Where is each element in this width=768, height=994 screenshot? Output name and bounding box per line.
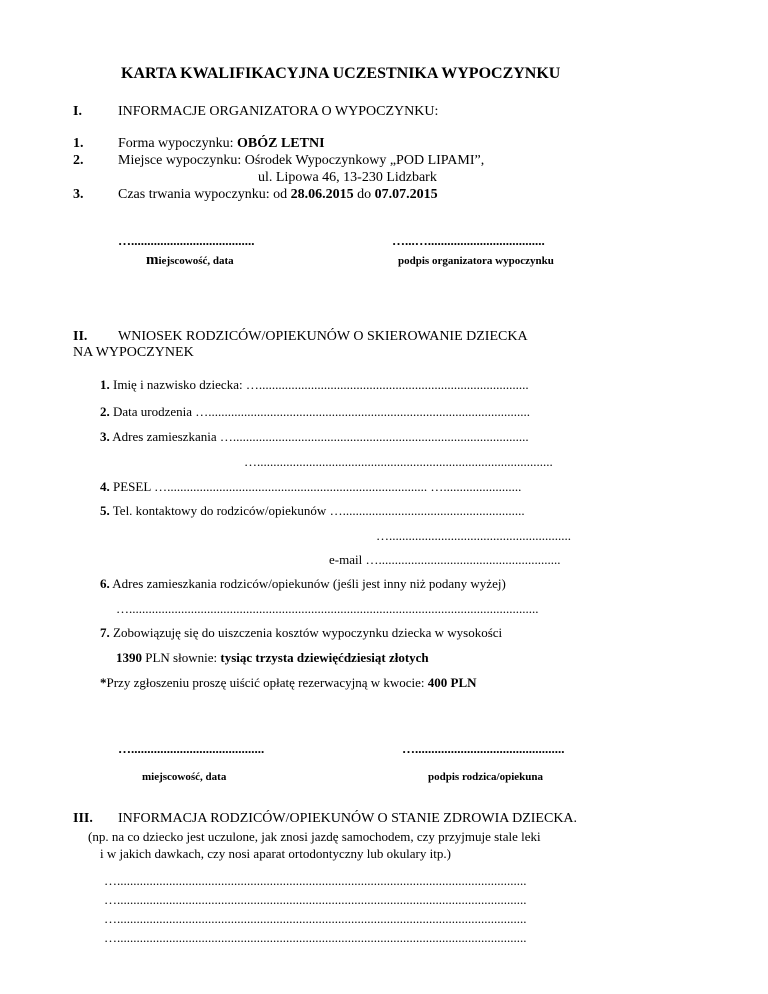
- cost-amount-rest: PLN słownie:: [142, 650, 221, 665]
- field-parent-address-dots: …..............................................................................................................................: [116, 601, 539, 616]
- reservation-note-star: *: [100, 675, 107, 690]
- field-address-line2-dots: …...........................................................................................: [244, 454, 553, 469]
- item-3-to-word: do: [357, 187, 372, 202]
- field-4-dots: …................................................................................ …........................: [154, 479, 522, 494]
- field-email-label: e-mail: [329, 552, 366, 567]
- field-email: [329, 552, 560, 568]
- section-1-sig-left-label-initial: m: [146, 252, 159, 268]
- reservation-note-amount: 400 PLN: [427, 675, 477, 690]
- field-5-dots: …........................................................: [329, 503, 525, 518]
- item-1-number: 1.: [73, 136, 84, 151]
- item-1: [118, 136, 325, 152]
- field-2-label: Data urodzenia: [113, 404, 196, 419]
- section-2-heading-line2: NA WYPOCZYNEK: [73, 345, 194, 360]
- field-1-number: 1.: [100, 377, 110, 392]
- section-3-number: III.: [73, 811, 93, 826]
- field-parent-phone-line2-dots: …........................................................: [376, 528, 571, 543]
- section-3-heading: INFORMACJA RODZICÓW/OPIEKUNÓW O STANIE ZDROWIA DZIECKA.: [118, 811, 578, 826]
- item-2-value-line2: ul. Lipowa 46, 13-230 Lidzbark: [258, 170, 437, 185]
- field-5-label: Tel. kontaktowy do rodziców/opiekunów: [112, 503, 330, 518]
- section-1-sig-left-label-rest: iejscowość, data: [158, 255, 234, 267]
- field-pesel: [100, 479, 521, 495]
- field-4-number: 4.: [100, 479, 110, 494]
- section-2-sig-right-dots: …..............................................: [402, 741, 565, 756]
- field-address: [100, 429, 529, 445]
- item-2-label: Miejsce wypoczynku:: [118, 153, 242, 168]
- field-cost-commitment: [100, 625, 502, 641]
- section-1-number: I.: [73, 104, 82, 119]
- health-info-line: …..............................................................................................................................: [104, 892, 527, 907]
- section-2-sig-right-label: podpis rodzica/opiekuna: [428, 771, 544, 783]
- item-2-value: Ośrodek Wypoczynkowy „POD LIPAMI”,: [244, 153, 485, 168]
- field-email-dots: …........................................................: [365, 552, 561, 567]
- section-1-sig-left-label: [146, 252, 234, 269]
- field-3-number: 3.: [100, 429, 110, 444]
- item-2: [118, 153, 484, 169]
- section-3-subtext-line1: (np. na co dziecko jest uczulone, jak znosi jazdę samochodem, czy przyjmuje stale leki: [88, 829, 541, 844]
- item-2-number: 2.: [73, 153, 84, 168]
- item-3-number: 3.: [73, 187, 84, 202]
- field-7-number: 7.: [100, 625, 110, 640]
- cost-amount-words: tysiąc trzysta dziewięćdziesiąt złotych: [220, 650, 429, 665]
- field-2-dots: …...................................................................................................: [195, 404, 531, 419]
- section-1-sig-right-label: podpis organizatora wypoczynku: [398, 255, 554, 267]
- field-parent-phone: [100, 503, 525, 519]
- field-4-label: PESEL: [113, 479, 155, 494]
- cost-amount-number: 1390: [116, 650, 142, 665]
- field-1-label: Imię i nazwisko dziecka:: [113, 377, 246, 392]
- reservation-note: [100, 675, 477, 691]
- section-1-heading: INFORMACJE ORGANIZATORA O WYPOCZYNKU:: [118, 104, 439, 119]
- section-2-heading-line1: WNIOSEK RODZICÓW/OPIEKUNÓW O SKIEROWANIE DZIECKA: [118, 329, 528, 344]
- field-birth-date: [100, 404, 530, 420]
- section-1-sig-right-dots: …...…....................................: [392, 233, 545, 248]
- item-1-value: OBÓZ LETNI: [236, 136, 325, 151]
- section-2-sig-left-label: miejscowość, data: [142, 771, 227, 783]
- field-3-dots: …...........................................................................................: [219, 429, 529, 444]
- field-parent-address: [100, 576, 506, 592]
- field-2-number: 2.: [100, 404, 110, 419]
- item-3-to: 07.07.2015: [374, 187, 438, 202]
- item-1-label: Forma wypoczynku:: [118, 136, 234, 151]
- item-3-from: 28.06.2015: [290, 187, 354, 202]
- section-1-sig-left-dots: …......................................: [118, 233, 255, 248]
- section-2-number: II.: [73, 329, 88, 344]
- field-3-label: Adres zamieszkania: [112, 429, 220, 444]
- item-3: [118, 187, 438, 203]
- document-title: KARTA KWALIFIKACYJNA UCZESTNIKA WYPOCZYNKU: [121, 65, 561, 82]
- field-child-name: [100, 377, 529, 393]
- item-3-label: Czas trwania wypoczynku: od: [118, 187, 288, 202]
- field-cost-amount: [116, 650, 429, 666]
- reservation-note-text: Przy zgłoszeniu proszę uiścić opłatę rezerwacyjną w kwocie:: [106, 675, 428, 690]
- section-2-sig-left-dots: ….........................................: [118, 741, 265, 756]
- section-3-subtext-line2: i w jakich dawkach, czy nosi aparat ortodontyczny lub okulary itp.): [100, 846, 451, 861]
- field-7-label: Zobowiązuję się do uiszczenia kosztów wypoczynku dziecka w wysokości: [113, 625, 503, 640]
- health-info-line: …..............................................................................................................................: [104, 873, 527, 888]
- field-6-label: Adres zamieszkania rodziców/opiekunów (jeśli jest inny niż podany wyżej): [112, 576, 506, 591]
- field-5-number: 5.: [100, 503, 110, 518]
- health-info-line: …..............................................................................................................................: [104, 911, 527, 926]
- field-1-dots: …...................................................................................: [245, 377, 529, 392]
- field-6-number: 6.: [100, 576, 110, 591]
- health-info-line: …..............................................................................................................................: [104, 930, 527, 945]
